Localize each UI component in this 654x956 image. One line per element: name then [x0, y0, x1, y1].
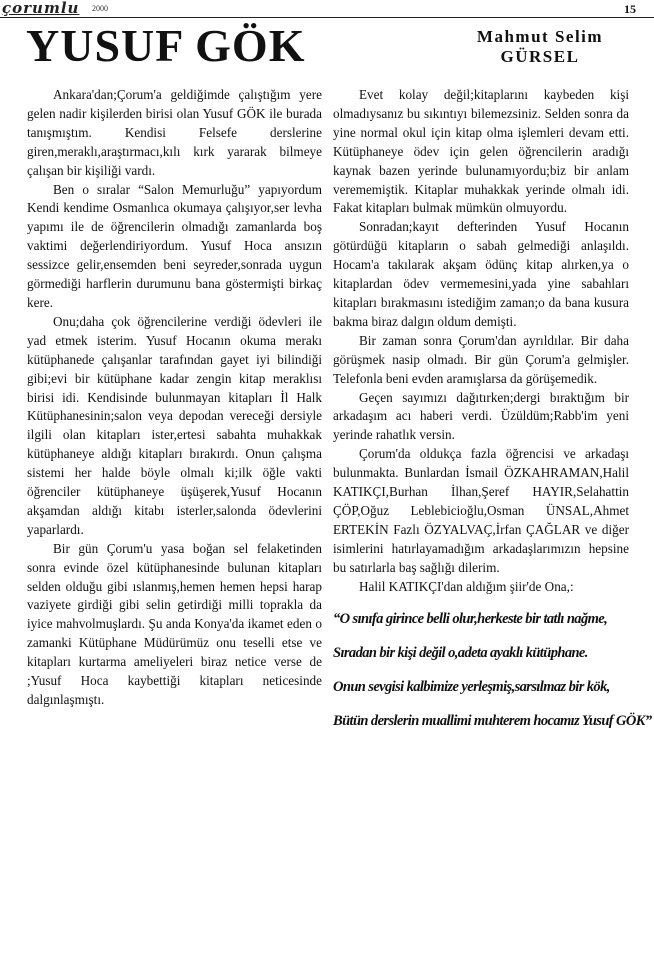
page-number: 15	[624, 2, 636, 16]
paragraph: Bir gün Çorum'u yasa boğan sel felaketinden sonra evinde özel kütüphanesinde bulunan kitapları selden olduğu gibi ıslanmış,hemen hemen hepsi harap vaziyete girdiği gibi selin getirdiği milli toprakla da iyice mahvolmuşlardı. Şu anda Konya'da ikamet eden o zamanki Kütüphane Müdürümüz onu teselli etse ve kitapları kurtarma ameliyeleri biraz netice verse de ;Yusuf Hoca kaybettiği kitapları neticesinde dalgınlaşmıştı.	[27, 540, 322, 707]
author-first-name: Mahmut Selim	[476, 27, 604, 46]
poem-line: Sıradan bir kişi değil o,adeta ayaklı kütüphane.	[333, 645, 588, 662]
poem-line: Bütün derslerin muallimi muhterem hocamız Yusuf GÖK”	[333, 713, 652, 730]
poem-line: “O sınıfa girince belli olur,herkeste bir tatlı nağme,	[333, 611, 608, 628]
paragraph: Evet kolay değil;kitaplarını kaybeden kişi olmadıysanız bu sıkıntıyı bilemezsiniz. Selden sonra da yine normal okul için kitap olma işlemleri devam etti. Kütüphaneye ödev için gelen öğrencilerin aradığı kaynak bazen yerinde bulunamıyordu;biz bir anlam verememiştik. Kitaplar muhakkak yerinde olmalı idi. Fakat kitapları bulmak mümkün olmuyordu.	[333, 87, 629, 216]
left-column	[27, 86, 322, 710]
paragraph: Geçen sayımızı dağıtırken;dergi bıraktığım bir arkadaşım acı haberi verdi. Üzüldüm;Rabb'im yeni yerinde rahatlık versin.	[333, 389, 629, 443]
paragraph: Onu;daha çok öğrencilerine verdiği ödevleri ile yad etmek isterim. Yusuf Hocanın okuma merakı kütüphanede çalışanlar tarafından gayet iyi bilindiği gibi;evi bir kütüphane kadar zengin kitap meraklısı birisi idi. Kendisinde bulunmayan kitapları İl Halk Kütüphanesinin;salon veya depodan vereceği dersiyle ilgili olan kitapları ister,ertesi sabahta muhakkak kütüphaneye aldığı kitapları bırakırdı. Onun çalışma sistemi her halde böyle olmalı ki;ilk öğle vakti öğrenciler kütüphaneye üşüşerek,Yusuf Hocanın akşamdan aldığı kitabı isterler,salonda ödevlerini yaparlardı.	[27, 313, 322, 537]
page-header	[0, 0, 654, 18]
paragraph: Sonradan;kayıt defterinden Yusuf Hocanın götürdüğü kitapların o sabah gelmediği anlaşıldı. Hocam'a takılarak akşam ödünç kitap alırken,ya o kitaplardan ödev vermemesini,yada yine sabahları kitapları bırakmasını istediğim zaman;o da bana kusura bakma biraz dalgın oldum demişti.	[333, 219, 629, 329]
article-title: YUSUF GÖK	[26, 20, 306, 71]
author-last-name: GÜRSEL	[500, 47, 580, 66]
paragraph: Halil KATIKÇI'dan aldığım şiir'de Ona,:	[359, 578, 574, 594]
header-rule	[0, 17, 654, 18]
right-column	[333, 86, 652, 738]
masthead: çorumlu	[2, 0, 80, 17]
author-byline	[440, 27, 640, 67]
paragraph: Ben o sıralar “Salon Memurluğu” yapıyordum Kendi kendime Osmanlıca okumaya çalışıyor,ser levha yapımı ile de öğrencilerin olmadığı zamanlarda boş vaktimi değerlendiriyordum. Yusuf Hoca ansızın sessizce gelir,ensemden beni seyreder,sonrada uygun görmediği harflerin durumunu bana göstermişti birkaç kere.	[27, 181, 322, 310]
paragraph: Ankara'dan;Çorum'a geldiğimde çalıştığım yere gelen nadir kişilerden birisi olan Yusuf GÖK ile burada tanışmıştım. Kendisi Felsefe derslerine giren,meraklı,araştırmacı,kılı kırk yararak bilmeye çalışan bir kişiliği vardı.	[27, 87, 322, 178]
masthead-year: 2000	[92, 4, 108, 13]
poem	[333, 602, 652, 738]
paragraph: Çorum'da oldukça fazla öğrencisi ve arkadaşı bulunmakta. Bunlardan İsmail ÖZKAHRAMAN,Halil KATIKÇI,Burhan İlhan,Şeref HAYIR,Selahattin ÇÖP,Oğuz Leblebicioğlu,Osman ÜNSAL,Ahmet ERTEKİN Fazlı ÖZYALVAÇ,İrfan ÇAĞLAR ve diğer isimlerini hatırlayamadığım arkadaşlarımızın hepsine bu satırlarla baş sağlığı dilerim.	[333, 446, 629, 575]
paragraph: Bir zaman sonra Çorum'dan ayrıldılar. Bir daha görüşmek nasip olmadı. Bir gün Çorum'a gelmişler. Telefonla beni evden aramışlarsa da görüşemedik.	[333, 332, 629, 386]
poem-line: Onun sevgisi kalbimize yerleşmiş,sarsılmaz bir kök,	[333, 679, 610, 696]
